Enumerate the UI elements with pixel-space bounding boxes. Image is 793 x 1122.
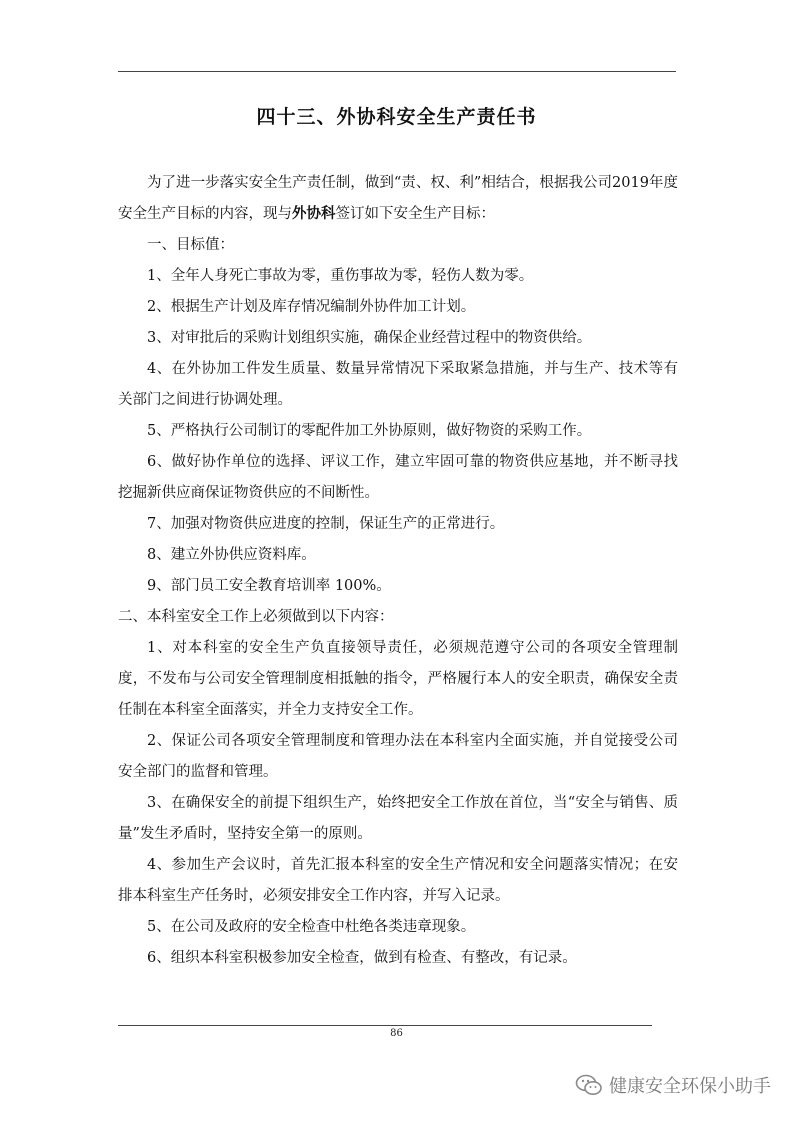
section2-item: 6、组织本科室积极参加安全检查，做到有检查、有整改，有记录。 — [147, 950, 577, 966]
watermark-text: 健康安全环保小助手 — [609, 1076, 771, 1097]
footer-rule — [118, 1025, 652, 1026]
section2-item: 4、参加生产会议时，首先汇报本科室的安全生产情况和安全问题落实情况；在安排本科室生产任务时，必须安排安全工作内容，并写入记录。 — [118, 857, 678, 904]
section2-item: 3、在确保安全的前提下组织生产，始终把安全工作放在首位，当“安全与销售、质量”发生矛盾时，坚持安全第一的原则。 — [118, 795, 678, 842]
watermark — [575, 1072, 771, 1098]
section2-item: 2、保证公司各项安全管理制度和管理办法在本科室内全面实施，并自觉接受公司安全部门的监督和管理。 — [118, 733, 678, 780]
section1-item: 8、建立外协供应资料库。 — [147, 547, 316, 563]
section1-item: 7、加强对物资供应进度的控制，保证生产的正常进行。 — [147, 516, 505, 532]
page-number: 86 — [390, 1028, 403, 1039]
intro-text-after: 签订如下安全生产目标： — [335, 206, 495, 222]
section1-item: 2、根据生产计划及库存情况编制外协件加工计划。 — [147, 299, 476, 315]
document-title: 四十三、外协科安全生产责任书 — [256, 106, 537, 128]
section1-heading: 一、目标值： — [147, 237, 234, 253]
intro-paragraph — [118, 168, 678, 230]
section2-heading: 二、本科室安全工作上必须做到以下内容： — [118, 609, 394, 625]
section2-item: 1、对本科室的安全生产负直接领导责任，必须规范遵守公司的各项安全管理制度，不发布与公司安全管理制度相抵触的指令，严格履行本人的安全职责，确保安全责任制在本科室全面落实，并全力支持安全工作。 — [118, 640, 678, 718]
section1-item: 3、对审批后的采购计划组织实施，确保企业经营过程中的物资供给。 — [147, 330, 592, 346]
document-body — [118, 168, 678, 974]
wechat-icon — [575, 1073, 603, 1097]
intro-department: 外协科 — [292, 206, 336, 222]
section1-item: 5、严格执行公司制订的零配件加工外协原则，做好物资的采购工作。 — [147, 423, 592, 439]
section2-item: 5、在公司及政府的安全检查中杜绝各类违章现象。 — [147, 919, 476, 935]
section1-item: 9、部门员工安全教育培训率 100%。 — [147, 578, 391, 594]
intro-text-before: 为了进一步落实安全生产责任制，做到“责、权、利”相结合，根据我公司2019年度安全生产目标的内容，现与 — [118, 175, 678, 222]
section1-item: 6、做好协作单位的选择、评议工作，建立牢固可靠的物资供应基地，并不断寻找挖掘新供应商保证物资供应的不间断性。 — [118, 454, 678, 501]
header-rule — [118, 71, 676, 72]
section1-item: 1、全年人身死亡事故为零，重伤事故为零，轻伤人数为零。 — [147, 268, 534, 284]
section1-item: 4、在外协加工件发生质量、数量异常情况下采取紧急措施，并与生产、技术等有关部门之间进行协调处理。 — [118, 361, 678, 408]
